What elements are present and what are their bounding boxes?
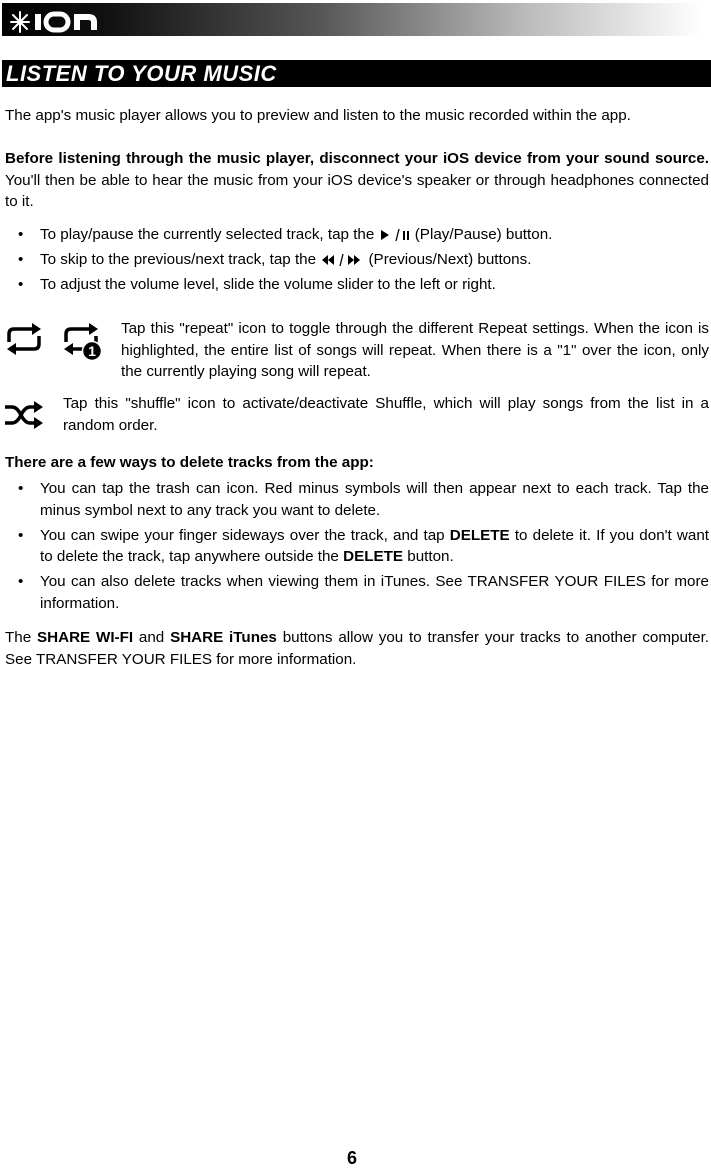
list-item: • To adjust the volume level, slide the volume slider to the left or right. (18, 276, 496, 293)
list-item: • You can swipe your finger sideways over the track, and tap DELETE to delete it. If you don't want to delete the track, tap anywhere outside the DELETE button. (18, 526, 709, 565)
repeat-one-icon (60, 322, 104, 362)
list-item: • To play/pause the currently selected track, tap the (Play/Pause) button. (18, 226, 553, 243)
list-item: • You can also delete tracks when viewing them in iTunes. See TRANSFER YOUR FILES for more information. (18, 573, 709, 612)
header-bar (2, 3, 702, 36)
shuffle-description: Tap this "shuffle" icon to activate/deactivate Shuffle, which will play songs from the list in a random order. (63, 395, 709, 434)
shuffle-icon (4, 399, 46, 431)
controls-list (18, 224, 709, 296)
delete-heading: There are a few ways to delete tracks from the app: (5, 454, 374, 471)
play-pause-icon (379, 228, 411, 242)
section-title: LISTEN TO YOUR MUSIC (6, 61, 277, 86)
intro-paragraph: The app's music player allows you to preview and listen to the music recorded within the app. (5, 107, 631, 124)
svg-text:1: 1 (88, 343, 96, 359)
warning-rest: You'll then be able to hear the music from your iOS device's speaker or through headphones connected to it. (5, 171, 709, 210)
page-number: 6 (347, 1148, 358, 1168)
list-item: • To skip to the previous/next track, tap the (Previous/Next) buttons. (18, 251, 532, 268)
warning-bold: Before listening through the music player, disconnect your iOS device from your sound source. (5, 150, 709, 167)
prev-next-icon (320, 253, 364, 267)
section-title-bar (2, 60, 711, 87)
warning-paragraph (5, 148, 709, 213)
list-item: • You can tap the trash can icon. Red minus symbols will then appear next to each track. Tap the minus symbol next to any track you want to delete. (18, 480, 709, 519)
repeat-description: Tap this "repeat" icon to toggle through the different Repeat settings. When the icon is highlighted, the entire list of songs will repeat. When there is a "1" over the icon, only the currently playing song will repeat. (121, 320, 709, 380)
svg-text:ION: ION (9, 10, 11, 11)
delete-list (18, 478, 709, 614)
ion-logo (9, 10, 101, 34)
share-paragraph: The SHARE WI-FI and SHARE iTunes buttons allow you to transfer your tracks to another computer. See TRANSFER YOUR FILES for more information. (5, 629, 710, 668)
repeat-icon (3, 322, 45, 356)
